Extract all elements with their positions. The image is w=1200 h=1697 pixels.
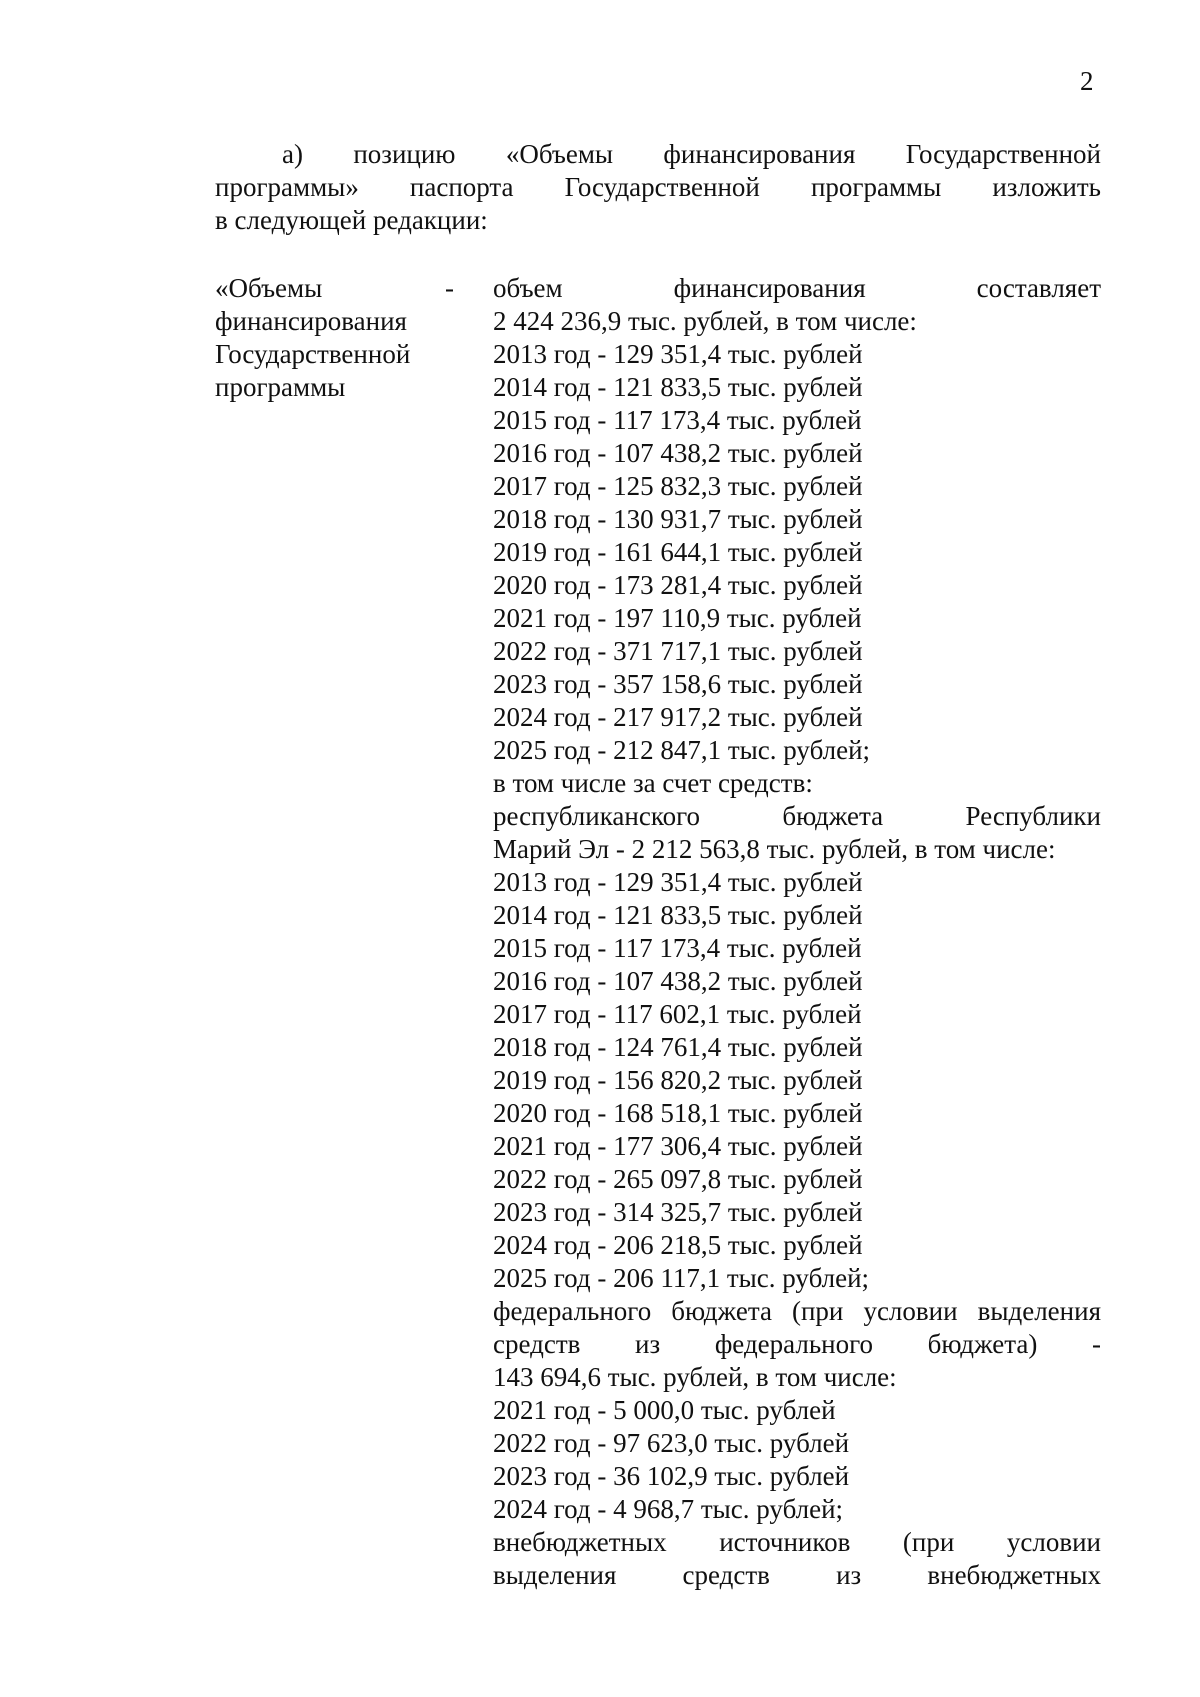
content-line: 2015 год - 117 173,4 тыс. рублей	[493, 405, 862, 435]
content-line: средств из федерального бюджета) -	[493, 1329, 1101, 1359]
content-line: 2014 год - 121 833,5 тыс. рублей	[493, 900, 863, 930]
content-line: 2024 год - 4 968,7 тыс. рублей;	[493, 1494, 844, 1524]
content-line: 2021 год - 197 110,9 тыс. рублей	[493, 603, 862, 633]
content-line: 2016 год - 107 438,2 тыс. рублей	[493, 966, 863, 996]
content-line: 2025 год - 212 847,1 тыс. рублей;	[493, 735, 871, 765]
label-line: программы	[215, 372, 346, 402]
content-line: 2017 год - 125 832,3 тыс. рублей	[493, 471, 863, 501]
intro-line: а) позицию «Объемы финансирования Государственной	[282, 139, 1101, 169]
content-line: объем финансирования составляет	[493, 273, 1101, 303]
content-line: 2019 год - 156 820,2 тыс. рублей	[493, 1065, 863, 1095]
content-line: 2018 год - 130 931,7 тыс. рублей	[493, 504, 863, 534]
content-line: 2020 год - 173 281,4 тыс. рублей	[493, 570, 863, 600]
content-line: 2016 год - 107 438,2 тыс. рублей	[493, 438, 863, 468]
page-number: 2	[1080, 66, 1094, 96]
content-line: 2022 год - 265 097,8 тыс. рублей	[493, 1164, 863, 1194]
content-line: 2017 год - 117 602,1 тыс. рублей	[493, 999, 862, 1029]
content-line: 2023 год - 357 158,6 тыс. рублей	[493, 669, 863, 699]
content-line: 2019 год - 161 644,1 тыс. рублей	[493, 537, 863, 567]
content-line: в том числе за счет средств:	[493, 768, 813, 798]
content-line: 2018 год - 124 761,4 тыс. рублей	[493, 1032, 863, 1062]
content-line: 2021 год - 5 000,0 тыс. рублей	[493, 1395, 836, 1425]
position-label	[215, 272, 465, 404]
content-line: 2022 год - 371 717,1 тыс. рублей	[493, 636, 863, 666]
content-line: 2023 год - 36 102,9 тыс. рублей	[493, 1461, 850, 1491]
content-line: 2020 год - 168 518,1 тыс. рублей	[493, 1098, 863, 1128]
content-line: 2024 год - 206 218,5 тыс. рублей	[493, 1230, 863, 1260]
content-line: 2013 год - 129 351,4 тыс. рублей	[493, 339, 863, 369]
intro-line: программы» паспорта Государственной программы изложить	[215, 172, 1101, 202]
content-line: 2025 год - 206 117,1 тыс. рублей;	[493, 1263, 870, 1293]
content-line: 2015 год - 117 173,4 тыс. рублей	[493, 933, 862, 963]
content-line: 143 694,6 тыс. рублей, в том числе:	[493, 1362, 897, 1392]
label-line: Государственной	[215, 339, 411, 369]
content-line: 2022 год - 97 623,0 тыс. рублей	[493, 1428, 850, 1458]
intro-paragraph	[215, 138, 1101, 237]
content-line: республиканского бюджета Республики	[493, 801, 1101, 831]
label-line: «Объемы	[215, 273, 323, 303]
content-line: 2 424 236,9 тыс. рублей, в том числе:	[493, 306, 917, 336]
content-line: 2023 год - 314 325,7 тыс. рублей	[493, 1197, 863, 1227]
content-line: 2014 год - 121 833,5 тыс. рублей	[493, 372, 863, 402]
content-line: внебюджетных источников (при условии	[493, 1527, 1101, 1557]
content-line: Марий Эл - 2 212 563,8 тыс. рублей, в том числе:	[493, 834, 1056, 864]
label-dash: -	[445, 273, 454, 303]
content-line: выделения средств из внебюджетных	[493, 1560, 1101, 1590]
intro-line: в следующей редакции:	[215, 205, 488, 235]
position-content	[493, 272, 1101, 1592]
content-line: 2013 год - 129 351,4 тыс. рублей	[493, 867, 863, 897]
label-line: финансирования	[215, 306, 407, 336]
content-line: 2021 год - 177 306,4 тыс. рублей	[493, 1131, 863, 1161]
content-line: 2024 год - 217 917,2 тыс. рублей	[493, 702, 863, 732]
content-line: федерального бюджета (при условии выделения	[493, 1296, 1101, 1326]
